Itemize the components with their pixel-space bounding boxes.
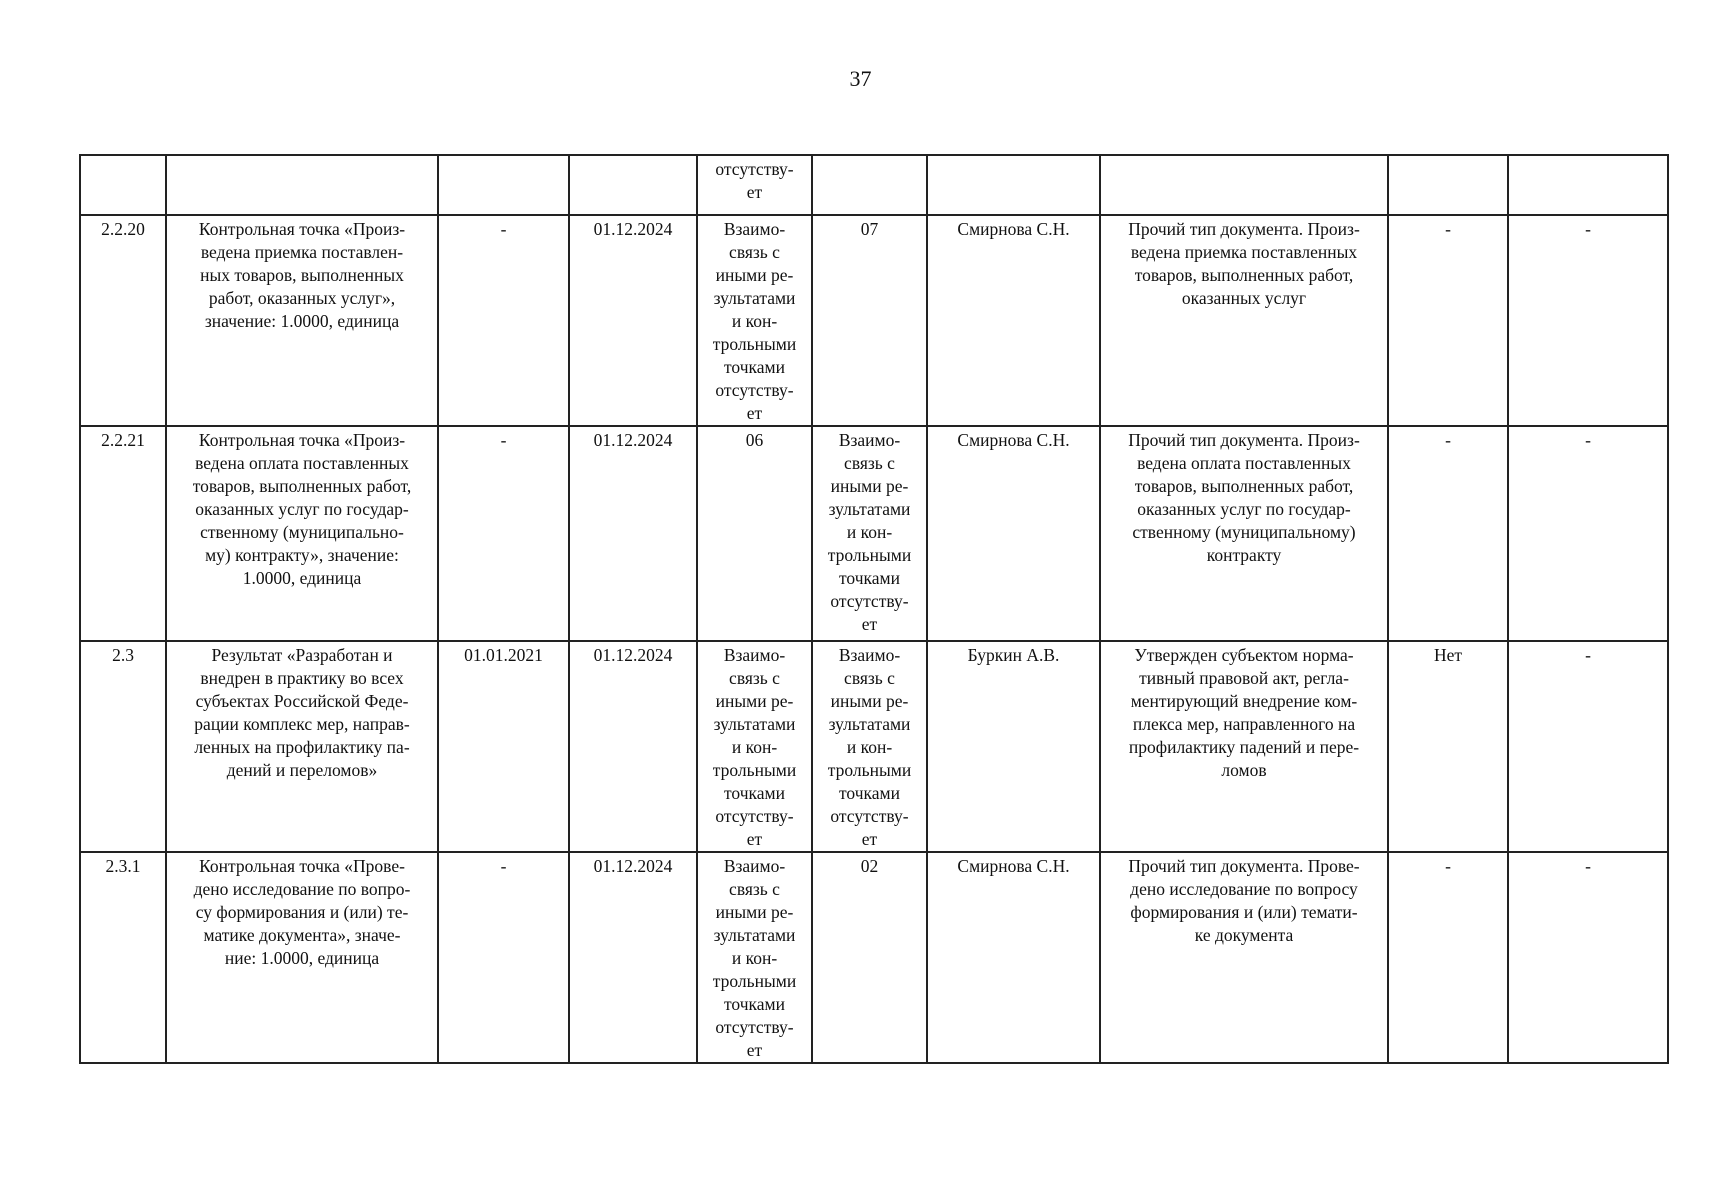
text-line: ственному (муниципально- (200, 522, 404, 542)
document-table (79, 154, 1669, 1064)
text-line: ет (746, 829, 763, 849)
text-line: связь с (729, 879, 780, 899)
cell-flag-1: - (1388, 852, 1508, 1063)
text-line: отсутству- (715, 159, 794, 179)
cell-successor (812, 641, 927, 852)
text-line: и кон- (731, 311, 778, 331)
text-line: формирования и (или) темати- (1130, 902, 1358, 922)
cell-responsible: Смирнова С.Н. (927, 426, 1100, 641)
text-line: трольными (712, 760, 797, 780)
text-line: и кон- (731, 737, 778, 757)
text-line: трольными (712, 334, 797, 354)
text-line: точками (839, 568, 900, 588)
cell-start (438, 155, 569, 215)
text-line: Прочий тип документа. Произ- (1128, 219, 1360, 239)
text-line: оказанных услуг по государ- (195, 499, 409, 519)
text-line: работ, оказанных услуг», (208, 288, 396, 308)
cell-end: 01.12.2024 (569, 215, 697, 426)
text-line: Прочий тип документа. Произ- (1128, 430, 1360, 450)
text-line: иными ре- (715, 265, 794, 285)
text-line: отсутству- (715, 380, 794, 400)
text-line: точками (724, 357, 785, 377)
cell-responsible: Буркин А.В. (927, 641, 1100, 852)
cell-responsible: Смирнова С.Н. (927, 852, 1100, 1063)
cell-flag-2: - (1508, 852, 1668, 1063)
cell-flag-1 (1388, 155, 1508, 215)
text-line: связь с (729, 242, 780, 262)
cell-name (166, 426, 438, 641)
text-line: профилактику падений и пере- (1128, 737, 1360, 757)
text-line: зультатами (713, 925, 796, 945)
text-line: тивный правовой акт, регла- (1139, 668, 1349, 688)
text-line: Контрольная точка «Прове- (199, 856, 405, 876)
text-line: внедрен в практику во всех (200, 668, 404, 688)
text-line: товаров, выполненных работ, (192, 476, 412, 496)
text-line: ние: 1.0000, единица (224, 948, 380, 968)
text-line: ломов (1221, 760, 1267, 780)
text-line: оказанных услуг по государ- (1137, 499, 1351, 519)
text-line: отсутству- (715, 1017, 794, 1037)
text-line: Контрольная точка «Произ- (198, 430, 406, 450)
text-line: Взаимо- (723, 645, 786, 665)
text-line: и кон- (846, 522, 893, 542)
text-line: зультатами (828, 499, 911, 519)
text-line: и кон- (731, 948, 778, 968)
text-line: Результат «Разработан и (211, 645, 393, 665)
text-line: зультатами (713, 288, 796, 308)
cell-document (1100, 426, 1388, 641)
cell-end: 01.12.2024 (569, 852, 697, 1063)
text-line: отсутству- (830, 591, 909, 611)
cell-successor (812, 215, 927, 426)
text-line: ет (861, 614, 878, 634)
cell-id (80, 155, 166, 215)
text-line: иными ре- (715, 691, 794, 711)
text-line: му) контракту», значение: (205, 545, 399, 565)
text-line: дено исследование по вопросу (1130, 879, 1358, 899)
text-line: 07 (860, 219, 879, 239)
cell-name (166, 641, 438, 852)
text-line: Утвержден субъектом норма- (1134, 645, 1354, 665)
cell-start: - (438, 215, 569, 426)
text-line: значение: 1.0000, единица (204, 311, 400, 331)
text-line: ет (746, 403, 763, 423)
text-line: Взаимо- (723, 856, 786, 876)
text-line: 06 (745, 430, 764, 450)
cell-flag-2: - (1508, 215, 1668, 426)
table-row (80, 852, 1668, 1063)
cell-successor (812, 852, 927, 1063)
text-line: 1.0000, единица (242, 568, 362, 588)
cell-predecessor (697, 215, 812, 426)
text-line: связь с (844, 668, 895, 688)
text-line: матике документа», значе- (203, 925, 401, 945)
text-line: товаров, выполненных работ, (1134, 265, 1354, 285)
text-line: Взаимо- (838, 645, 901, 665)
cell-id: 2.2.20 (80, 215, 166, 426)
text-line: точками (839, 783, 900, 803)
cell-start: - (438, 852, 569, 1063)
text-line: субъектах Российской Феде- (195, 691, 409, 711)
text-line: трольными (827, 760, 912, 780)
text-line: ведена оплата поставленных (1137, 453, 1351, 473)
page-number: 37 (849, 66, 872, 91)
cell-name (166, 155, 438, 215)
text-line: ет (746, 1040, 763, 1060)
text-line: ственному (муниципальному) (1132, 522, 1356, 542)
text-line: ведена приемка поставленных (1130, 242, 1358, 262)
cell-predecessor (697, 426, 812, 641)
cell-predecessor (697, 155, 812, 215)
text-line: плекса мер, направленного на (1132, 714, 1356, 734)
text-line: дено исследование по вопро- (193, 879, 411, 899)
text-line: точками (724, 783, 785, 803)
cell-flag-1: - (1388, 426, 1508, 641)
cell-predecessor (697, 852, 812, 1063)
text-line: Контрольная точка «Произ- (198, 219, 406, 239)
text-line: зультатами (713, 714, 796, 734)
text-line: и кон- (846, 737, 893, 757)
text-line: 02 (860, 856, 879, 876)
text-line: связь с (844, 453, 895, 473)
cell-flag-2: - (1508, 426, 1668, 641)
table-row (80, 426, 1668, 641)
cell-flag-2: - (1508, 641, 1668, 852)
cell-responsible: Смирнова С.Н. (927, 215, 1100, 426)
text-line: точками (724, 994, 785, 1014)
cell-document (1100, 852, 1388, 1063)
text-line: ментирующий внедрение ком- (1130, 691, 1358, 711)
cell-document (1100, 641, 1388, 852)
text-line: рации комплекс мер, направ- (194, 714, 410, 734)
text-line: связь с (729, 668, 780, 688)
cell-id: 2.3.1 (80, 852, 166, 1063)
text-line: су формирования и (или) те- (195, 902, 409, 922)
text-line: трольными (827, 545, 912, 565)
text-line: дений и переломов» (226, 760, 378, 780)
cell-predecessor (697, 641, 812, 852)
text-line: иными ре- (715, 902, 794, 922)
cell-start: - (438, 426, 569, 641)
text-line: оказанных услуг (1181, 288, 1307, 308)
text-line: Прочий тип документа. Прове- (1128, 856, 1360, 876)
cell-flag-1: Нет (1388, 641, 1508, 852)
cell-end: 01.12.2024 (569, 641, 697, 852)
text-line: ведена приемка поставлен- (200, 242, 404, 262)
cell-flag-2 (1508, 155, 1668, 215)
text-line: Взаимо- (838, 430, 901, 450)
text-line: ленных на профилактику па- (194, 737, 410, 757)
text-line: трольными (712, 971, 797, 991)
text-line: ке документа (1194, 925, 1294, 945)
text-line: Взаимо- (723, 219, 786, 239)
cell-id: 2.2.21 (80, 426, 166, 641)
cell-document (1100, 155, 1388, 215)
cell-responsible (927, 155, 1100, 215)
cell-successor (812, 155, 927, 215)
text-line: ет (861, 829, 878, 849)
table-row (80, 641, 1668, 852)
text-line: контракту (1206, 545, 1282, 565)
text-line: иными ре- (830, 691, 909, 711)
cell-document (1100, 215, 1388, 426)
cell-id: 2.3 (80, 641, 166, 852)
cell-flag-1: - (1388, 215, 1508, 426)
text-line: ведена оплата поставленных (195, 453, 409, 473)
text-line: иными ре- (830, 476, 909, 496)
table-row (80, 155, 1668, 215)
text-line: зультатами (828, 714, 911, 734)
text-line: отсутству- (830, 806, 909, 826)
cell-end (569, 155, 697, 215)
text-line: товаров, выполненных работ, (1134, 476, 1354, 496)
text-line: ных товаров, выполненных (200, 265, 404, 285)
cell-name (166, 215, 438, 426)
cell-start: 01.01.2021 (438, 641, 569, 852)
cell-end: 01.12.2024 (569, 426, 697, 641)
table-row (80, 215, 1668, 426)
text-line: ет (746, 182, 763, 202)
cell-successor (812, 426, 927, 641)
text-line: отсутству- (715, 806, 794, 826)
cell-name (166, 852, 438, 1063)
